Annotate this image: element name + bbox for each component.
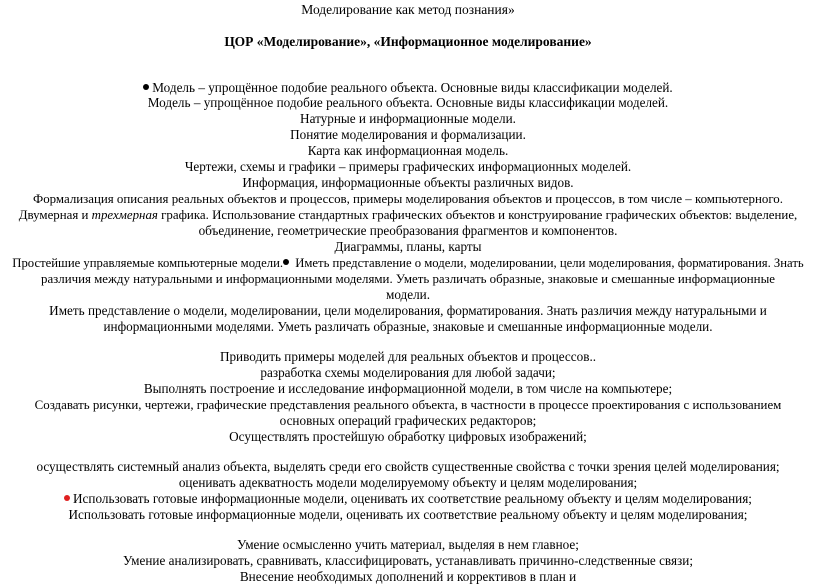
text-line: Использовать готовые информационные модели, оценивать их соответствие реальному объекту и целям моделирования; <box>0 491 816 507</box>
document-title: Моделирование как метод познания» <box>301 2 515 17</box>
document-subtitle: ЦОР «Моделирование», «Информационное моделирование» <box>224 34 592 49</box>
bullet-icon <box>283 259 289 265</box>
text-line: Двумерная и трехмерная графика. Использование стандартных графических объектов и конструирование графических объектов: выделение, <box>18 208 798 222</box>
text-line: Чертежи, схемы и графики – примеры графических информационных моделей. <box>184 159 632 174</box>
text-line: основных операций графических редакторов; <box>279 413 537 428</box>
text-line: Информация, информационные объекты различных видов. <box>242 175 574 190</box>
text-line: Модель – упрощённое подобие реального объекта. Основные виды классификации моделей. <box>0 80 816 96</box>
red-bullet-icon <box>64 495 70 501</box>
text-line: различия между натуральными и информационными моделями. Уметь различать образные, знаковые и смешанные информационные <box>41 272 775 286</box>
text-line: Осуществлять простейшую обработку цифровых изображений; <box>229 429 587 444</box>
text-line: Карта как информационная модель. <box>307 143 509 158</box>
text-line: Приводить примеры моделей для реальных объектов и процессов.. <box>219 349 597 364</box>
text-line: модели. <box>385 287 431 302</box>
bullet-icon <box>143 84 149 90</box>
text-line: объединение, геометрические преобразования фрагментов и компонентов. <box>198 223 618 238</box>
text-line: Внесение необходимых дополнений и коррективов в план и <box>239 569 577 584</box>
text-line: Иметь представление о модели, моделировании, цели моделирования, форматирования. Знать различия между натуральными и <box>49 303 767 318</box>
text-line: информационными моделями. Уметь различать образные, знаковые и смешанные информационные модели. <box>103 319 713 334</box>
text-line: осуществлять системный анализ объекта, выделять среди его свойств существенные свойства с точки зрения целей моделирования; <box>36 459 780 474</box>
text-line: Выполнять построение и исследование информационной модели, в том числе на компьютере; <box>143 381 673 396</box>
text-line: Использовать готовые информационные модели, оценивать их соответствие реальному объекту и целям моделирования; <box>68 507 748 522</box>
text-line: Диаграммы, планы, карты <box>334 239 482 254</box>
text-line: Формализация описания реальных объектов и процессов, примеры моделирования объектов и процессов, в том числе – компьютерного. <box>33 192 783 206</box>
text-line: Умение анализировать, сравнивать, классифицировать, устанавливать причинно-следственные связи; <box>122 553 693 568</box>
text-line: Создавать рисунки, чертежи, графические представления реального объекта, в частности в процессе проектирования с использованием <box>34 398 782 412</box>
text-line: разработка схемы моделирования для любой задачи; <box>260 365 556 380</box>
text-line: Умение осмысленно учить материал, выделяя в нем главное; <box>237 537 579 552</box>
text-line: Модель – упрощённое подобие реального объекта. Основные виды классификации моделей. <box>147 95 669 110</box>
text-line: Простейшие управляемые компьютерные модели. Иметь представление о модели, моделировании, цели моделирования, форматирования. Знать <box>12 256 804 270</box>
text-line: Натурные и информационные модели. <box>300 111 516 126</box>
text-line: оценивать адекватность модели моделируемому объекту и целям моделирования; <box>178 475 638 490</box>
text-line: Понятие моделирования и формализации. <box>290 127 526 142</box>
